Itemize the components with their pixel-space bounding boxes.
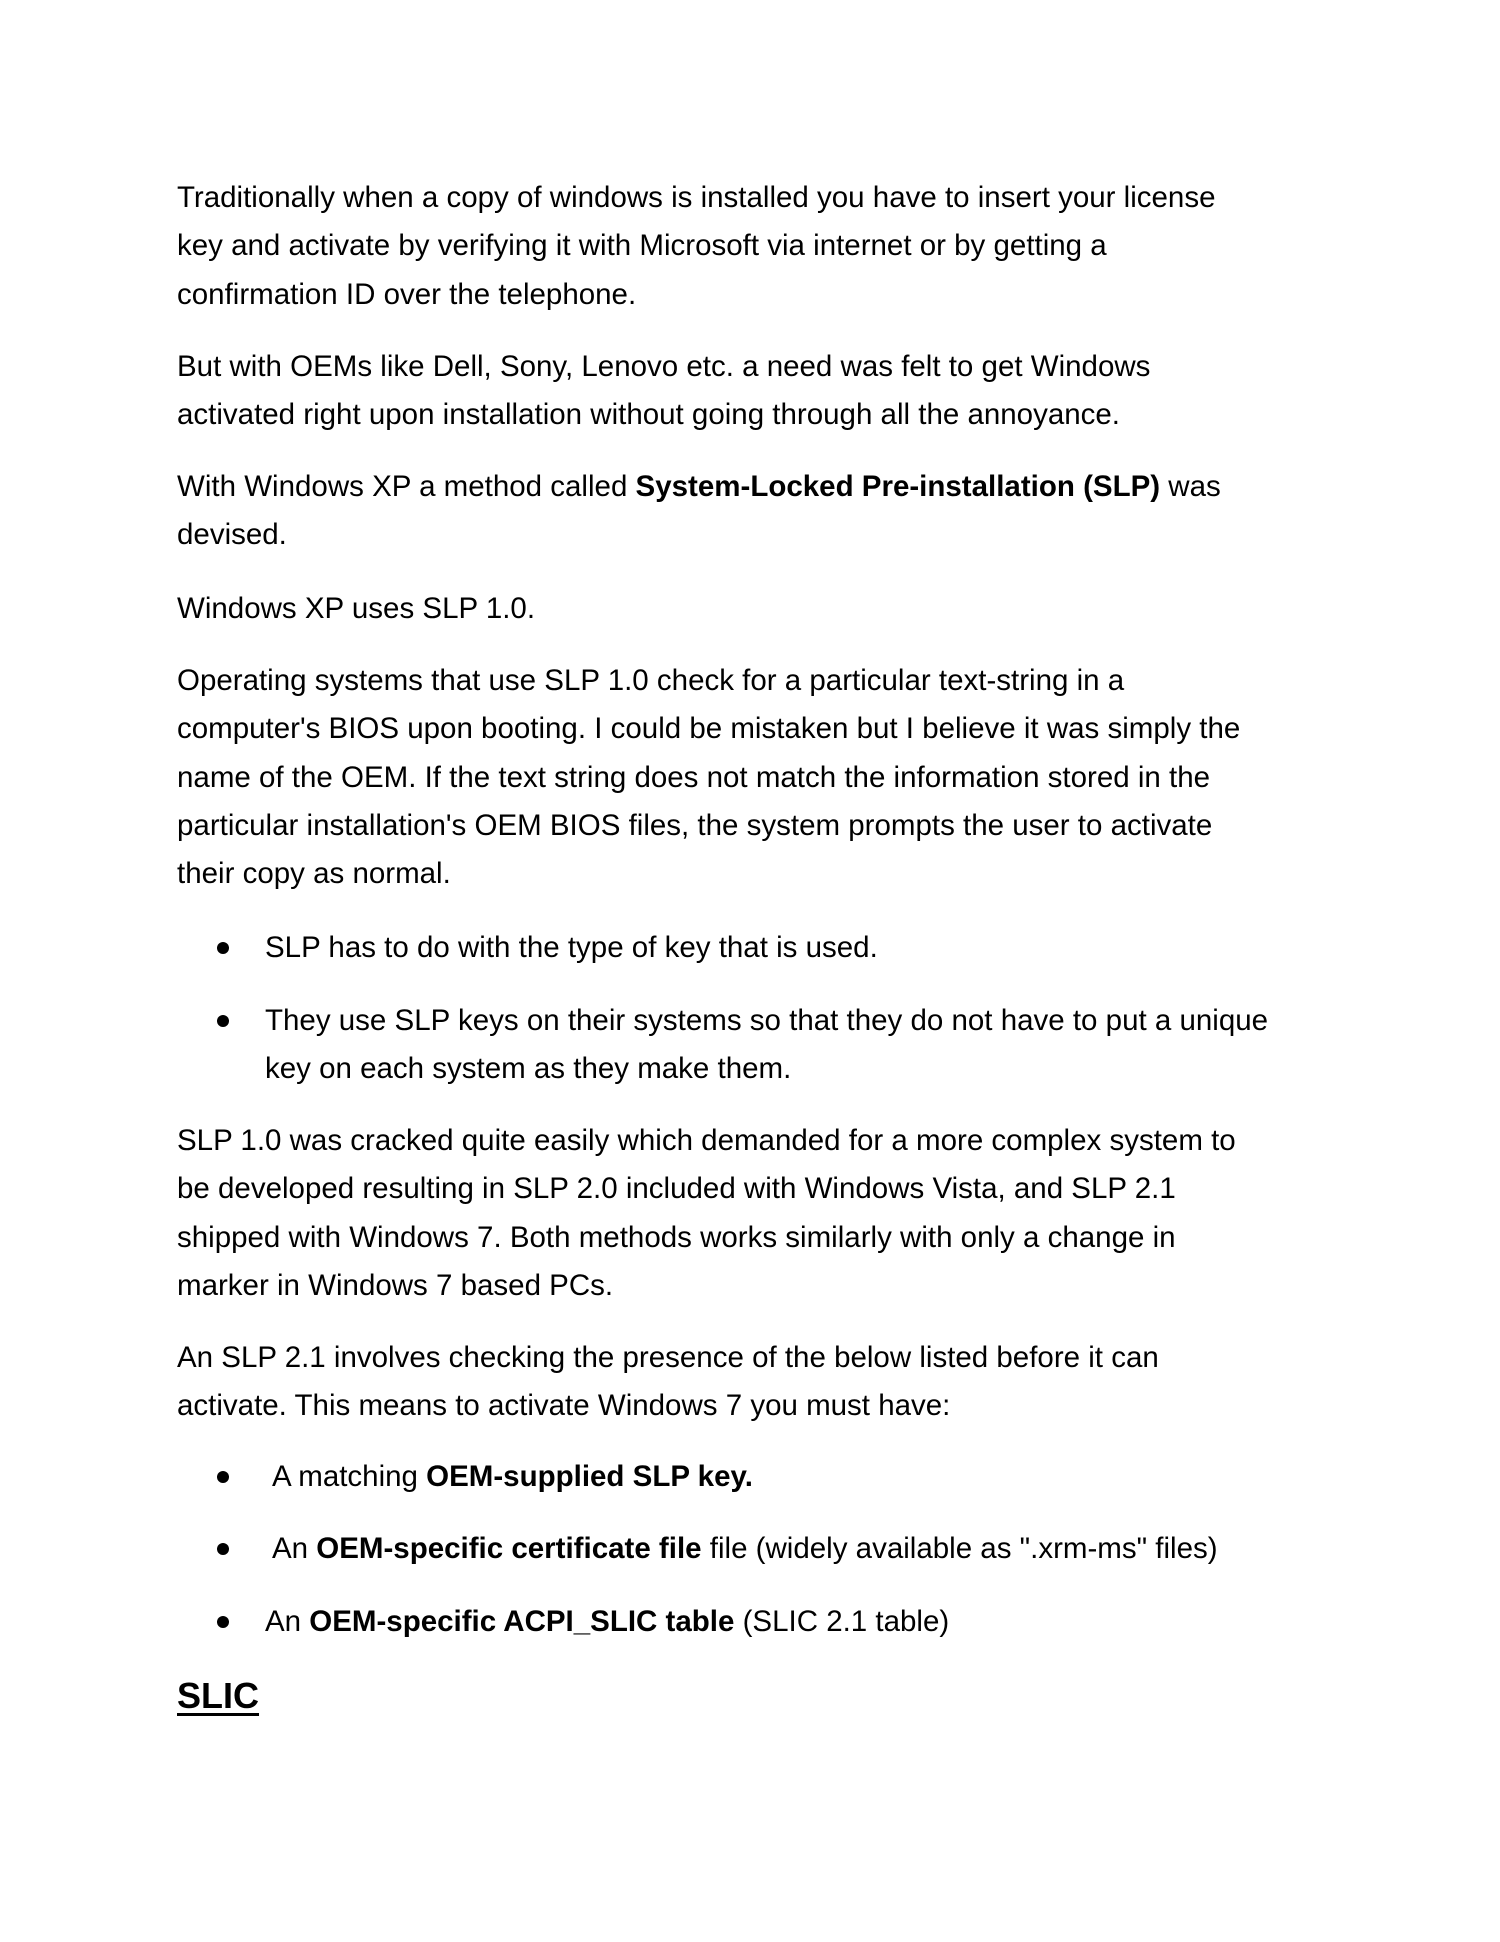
text-run: (SLIC 2.1 table) <box>734 1605 950 1638</box>
text-run: A matching <box>272 1460 427 1493</box>
section-heading-slic: SLIC <box>177 1675 260 1716</box>
text-line: activate. This means to activate Windows 7 you must have: <box>177 1389 951 1423</box>
text-run: An <box>265 1605 310 1638</box>
text-line: shipped with Windows 7. Both methods works similarly with only a change in <box>177 1220 1176 1254</box>
bold-term-slp: System-Locked Pre-installation (SLP) <box>635 470 1161 503</box>
bold-term: OEM-supplied SLP key. <box>426 1460 753 1493</box>
text-line: be developed resulting in SLP 2.0 included with Windows Vista, and SLP 2.1 <box>177 1172 1176 1206</box>
paragraph-oem-need <box>177 343 1337 440</box>
bullet-icon <box>217 942 229 954</box>
text-line: An SLP 2.1 involves checking the presence of the below listed before it can <box>177 1341 1159 1374</box>
list-item <box>177 997 1357 1094</box>
text-line: Windows XP uses SLP 1.0. <box>177 592 536 625</box>
text-run: was <box>1160 470 1221 503</box>
list-item-text: SLP has to do with the type of key that is used. <box>265 931 878 964</box>
text-line: key and activate by verifying it with Microsoft via internet or by getting a <box>177 229 1107 263</box>
text-line: their copy as normal. <box>177 857 451 891</box>
list-item <box>177 1598 1357 1646</box>
text-line: Traditionally when a copy of windows is installed you have to insert your license <box>177 181 1216 214</box>
text-line: computer's BIOS upon booting. I could be mistaken but I believe it was simply the <box>177 712 1241 746</box>
bullet-icon <box>217 1616 229 1628</box>
list-item-text <box>265 997 1268 1094</box>
text-line: marker in Windows 7 based PCs. <box>177 1268 614 1302</box>
bold-term: OEM-specific ACPI_SLIC table <box>309 1605 735 1638</box>
text-run: With Windows XP a method called <box>177 470 636 503</box>
paragraph-slp-method <box>177 463 1337 560</box>
text-line: Operating systems that use SLP 1.0 check for a particular text-string in a <box>177 664 1125 697</box>
paragraph-slp10-details <box>177 657 1337 898</box>
text-line: But with OEMs like Dell, Sony, Lenovo etc. a need was felt to get Windows <box>177 350 1151 383</box>
list-item-text <box>272 1453 753 1501</box>
text-run: An <box>272 1532 317 1565</box>
paragraph-xp-slp <box>177 585 1337 633</box>
list-item <box>177 924 1357 972</box>
text-line: name of the OEM. If the text string does not match the information stored in the <box>177 760 1211 794</box>
text-line <box>177 463 1337 511</box>
paragraph-activation-intro <box>177 174 1337 319</box>
paragraph-slp20-21 <box>177 1117 1337 1310</box>
text-line: activated right upon installation without going through all the annoyance. <box>177 398 1121 432</box>
text-line: confirmation ID over the telephone. <box>177 277 637 311</box>
bold-term: OEM-specific certificate file <box>316 1532 702 1565</box>
text-line: They use SLP keys on their systems so that they do not have to put a unique <box>265 1004 1269 1037</box>
text-line: SLP 1.0 was cracked quite easily which demanded for a more complex system to <box>177 1124 1236 1157</box>
bullet-icon <box>217 1471 229 1483</box>
list-item <box>177 1453 1357 1501</box>
text-run: file (widely available as ".xrm-ms" files) <box>701 1532 1218 1565</box>
text-line: particular installation's OEM BIOS files, the system prompts the user to activate <box>177 808 1213 842</box>
list-item-text <box>272 1525 1218 1573</box>
paragraph-slp21-requirements <box>177 1334 1337 1431</box>
text-line: key on each system as they make them. <box>265 1052 792 1086</box>
list-item-text <box>265 1598 949 1646</box>
bullet-icon <box>217 1015 229 1027</box>
text-line: devised. <box>177 518 287 552</box>
list-item <box>177 1525 1357 1573</box>
bullet-icon <box>217 1543 229 1555</box>
